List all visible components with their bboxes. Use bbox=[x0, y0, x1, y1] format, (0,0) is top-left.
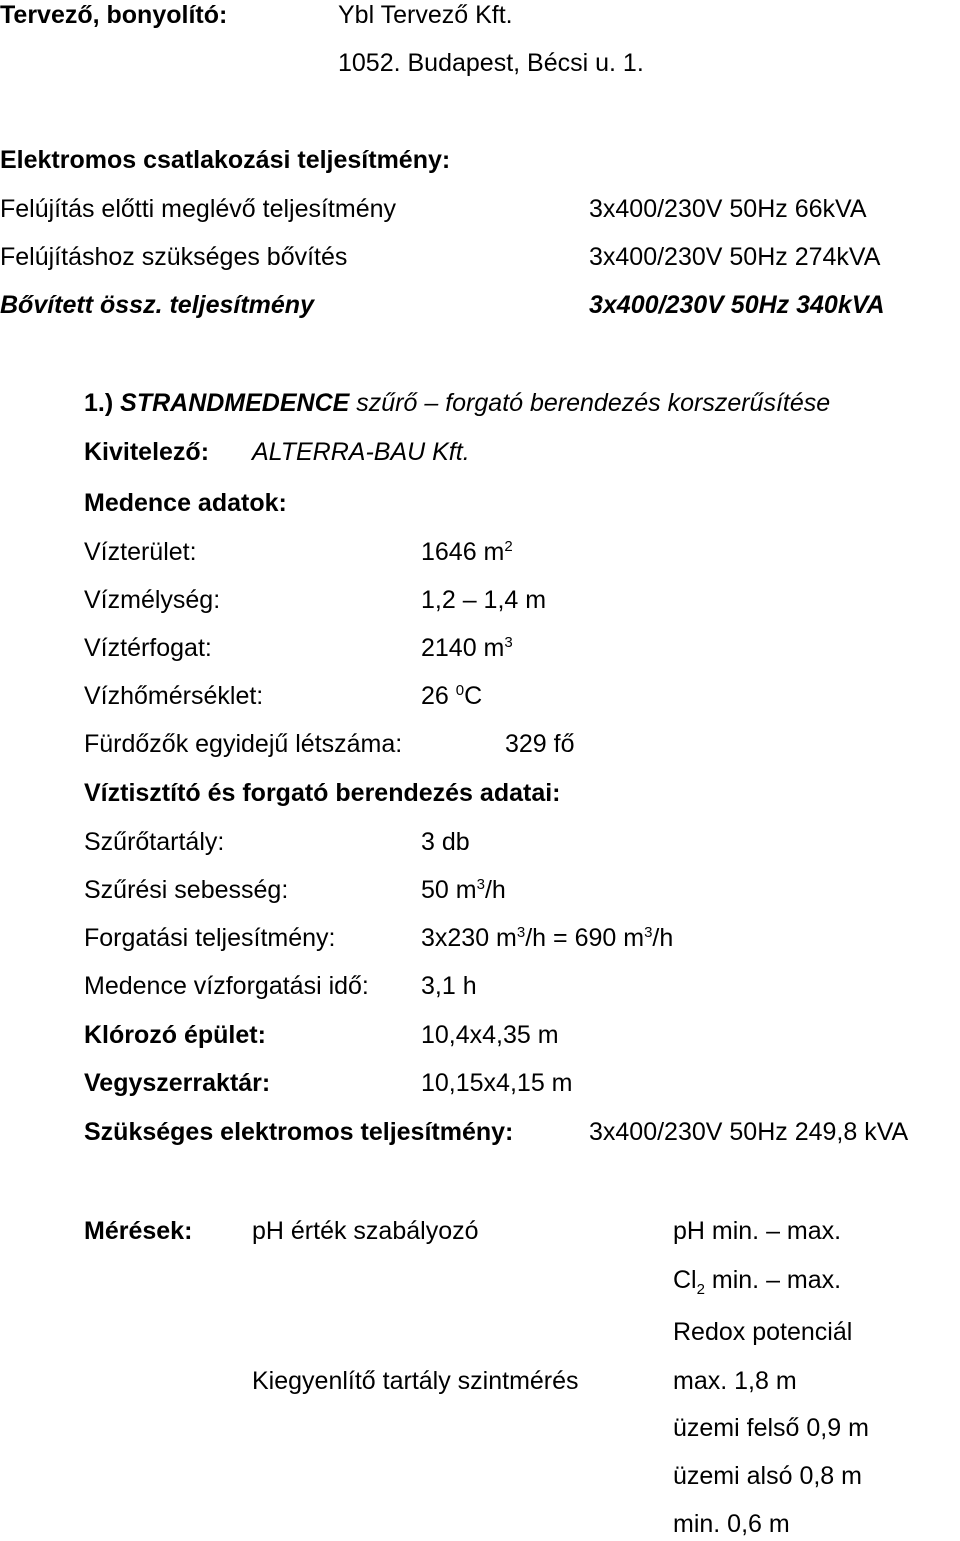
level-meter-label: Kiegyenlítő tartály szintmérés bbox=[252, 1367, 579, 1395]
section-title bbox=[84, 388, 830, 418]
value-text: 2140 m bbox=[421, 634, 505, 662]
value-unit: /h bbox=[484, 876, 506, 904]
superscript: 3 bbox=[476, 876, 485, 893]
designer-address: 1052. Budapest, Bécsi u. 1. bbox=[338, 49, 644, 77]
superscript: 3 bbox=[504, 634, 513, 651]
value-unit: C bbox=[464, 682, 483, 710]
value-unit: /h bbox=[652, 924, 674, 952]
designer-name: Ybl Tervező Kft. bbox=[338, 1, 513, 29]
cl-range bbox=[673, 1265, 842, 1298]
circulation-time-label: Medence vízforgatási idő: bbox=[84, 972, 369, 1000]
level-value: max. 1,8 m bbox=[673, 1367, 797, 1395]
pool-label: Vízterület: bbox=[84, 538, 197, 566]
redox: Redox potenciál bbox=[673, 1318, 853, 1346]
electrical-row-value: 3x400/230V 50Hz 274kVA bbox=[589, 243, 881, 271]
value-text: Cl bbox=[673, 1266, 697, 1294]
bathers-label: Fürdőzők egyidejű létszáma: bbox=[84, 730, 403, 758]
value-text: 50 m bbox=[421, 876, 477, 904]
value-text: 26 bbox=[421, 682, 456, 710]
superscript: 2 bbox=[504, 538, 513, 555]
section-title-bold: STRANDMEDENCE bbox=[120, 389, 350, 417]
electrical-row-label: Felújítás előtti meglévő teljesítmény bbox=[0, 195, 397, 223]
filter-speed-label: Szűrési sebesség: bbox=[84, 876, 289, 904]
designer-label: Tervező, bonyolító: bbox=[0, 1, 228, 29]
superscript: 3 bbox=[644, 924, 653, 941]
level-value: üzemi alsó 0,8 m bbox=[673, 1462, 862, 1490]
value-text: 3x230 m bbox=[421, 924, 517, 952]
circulation-label: Forgatási teljesítmény: bbox=[84, 924, 336, 952]
circulation-time-value: 3,1 h bbox=[421, 972, 477, 1000]
filter-tank-value: 3 db bbox=[421, 828, 470, 856]
pool-value bbox=[421, 681, 482, 711]
bathers-value: 329 fő bbox=[505, 730, 575, 758]
level-value: min. 0,6 m bbox=[673, 1510, 790, 1538]
pool-label: Vízmélység: bbox=[84, 586, 221, 614]
measurements-label: Mérések: bbox=[84, 1217, 193, 1245]
pool-label: Víztérfogat: bbox=[84, 634, 212, 662]
chemical-store-label: Vegyszerraktár: bbox=[84, 1069, 271, 1097]
superscript: 3 bbox=[516, 924, 526, 941]
required-power-value: 3x400/230V 50Hz 249,8 kVA bbox=[589, 1118, 909, 1146]
chlorine-building-value: 10,4x4,35 m bbox=[421, 1021, 559, 1049]
required-power-label: Szükséges elektromos teljesítmény: bbox=[84, 1118, 514, 1146]
electrical-total-value: 3x400/230V 50Hz 340kVA bbox=[589, 291, 885, 319]
circulation-value bbox=[421, 923, 673, 953]
value-text: /h = 690 m bbox=[525, 924, 645, 952]
chlorine-building-label: Klórozó épület: bbox=[84, 1021, 266, 1049]
ph-range: pH min. – max. bbox=[673, 1217, 842, 1245]
pool-value bbox=[421, 633, 513, 663]
value-text: 1646 m bbox=[421, 538, 505, 566]
filter-speed-value bbox=[421, 875, 506, 905]
section-number: 1.) bbox=[84, 389, 114, 417]
electrical-total-label: Bővített össz. teljesítmény bbox=[0, 291, 314, 319]
contractor-value: ALTERRA-BAU Kft. bbox=[252, 438, 470, 466]
filter-tank-label: Szűrőtartály: bbox=[84, 828, 225, 856]
electrical-row-value: 3x400/230V 50Hz 66kVA bbox=[589, 195, 867, 223]
pool-value: 1,2 – 1,4 m bbox=[421, 586, 547, 614]
contractor-label: Kivitelező: bbox=[84, 438, 210, 466]
pool-label: Vízhőmérséklet: bbox=[84, 682, 264, 710]
pool-value bbox=[421, 537, 513, 567]
chemical-store-value: 10,15x4,15 m bbox=[421, 1069, 573, 1097]
value-text: min. – max. bbox=[704, 1266, 842, 1294]
superscript: 0 bbox=[455, 682, 465, 699]
ph-controller-label: pH érték szabályozó bbox=[252, 1217, 479, 1245]
subscript: 2 bbox=[696, 1281, 705, 1298]
electrical-heading: Elektromos csatlakozási teljesítmény: bbox=[0, 146, 451, 174]
level-value: üzemi felső 0,9 m bbox=[673, 1414, 869, 1442]
equipment-heading: Víztisztító és forgató berendezés adatai: bbox=[84, 779, 561, 807]
section-title-rest: szűrő – forgató berendezés korszerűsítése bbox=[356, 389, 831, 417]
pool-heading: Medence adatok: bbox=[84, 489, 287, 517]
electrical-row-label: Felújításhoz szükséges bővítés bbox=[0, 243, 348, 271]
